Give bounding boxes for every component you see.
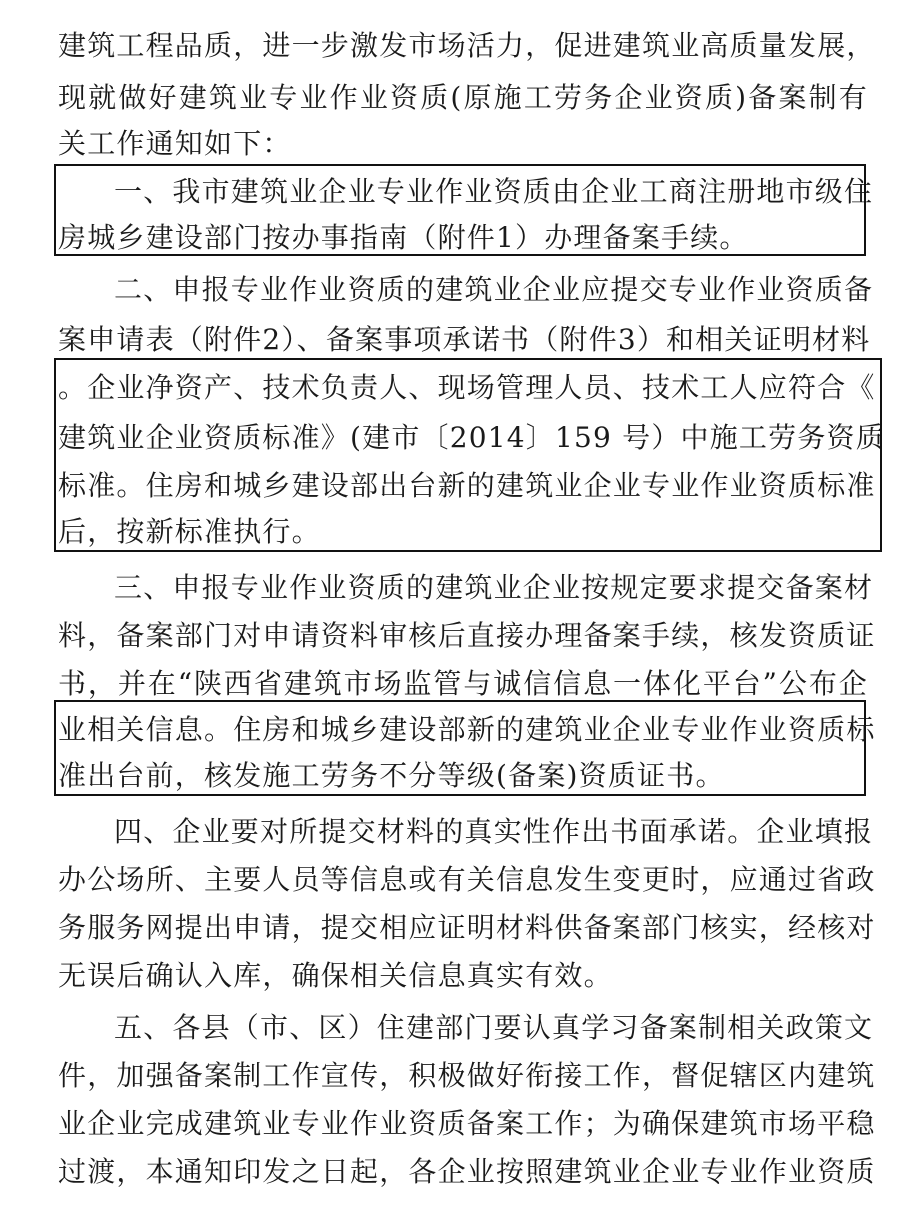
text-line-10: 标准。住房和城乡建设部出台新的建筑业企业专业作业资质标准: [58, 469, 876, 502]
text-line-9: 建筑业企业资质标准》(建市〔2014〕159 号）中施工劳务资质: [58, 421, 885, 454]
text-line-24: 过渡，本通知印发之日起，各企业按照建筑业企业专业作业资质: [58, 1155, 876, 1188]
text-line-15: 业相关信息。住房和城乡建设部新的建筑业企业专业作业资质标: [58, 713, 876, 746]
text-line-16: 准出台前，核发施工劳务不分等级(备案)资质证书。: [58, 759, 725, 792]
text-line-8: 。企业净资产、技术负责人、现场管理人员、技术工人应符合《: [58, 371, 876, 404]
text-line-13: 料，备案部门对申请资料审核后直接办理备案手续，核发资质证: [58, 619, 876, 652]
text-line-5: 房城乡建设部门按办事指南（附件1）办理备案手续。: [58, 221, 749, 254]
text-line-2: 现就做好建筑业专业作业资质(原施工劳务企业资质)备案制有: [58, 81, 868, 114]
text-line-12: 三、申报专业作业资质的建筑业企业按规定要求提交备案材: [114, 571, 874, 604]
text-line-22: 件，加强备案制工作宣传，积极做好衔接工作，督促辖区内建筑: [58, 1059, 876, 1092]
text-line-20: 无误后确认入库，确保相关信息真实有效。: [58, 959, 613, 992]
text-line-18: 办公场所、主要人员等信息或有关信息发生变更时，应通过省政: [58, 863, 876, 896]
text-line-19: 务服务网提出申请，提交相应证明材料供备案部门核实，经核对: [58, 911, 876, 944]
text-line-17: 四、企业要对所提交材料的真实性作出书面承诺。企业填报: [114, 815, 874, 848]
text-line-6: 二、申报专业作业资质的建筑业企业应提交专业作业资质备: [114, 273, 874, 306]
text-line-11: 后，按新标准执行。: [58, 515, 321, 548]
text-line-7: 案申请表（附件2）、备案事项承诺书（附件3）和相关证明材料: [58, 323, 871, 356]
text-line-4: 一、我市建筑业企业专业作业资质由企业工商注册地市级住: [114, 175, 874, 208]
text-line-14: 书，并在“陕西省建筑市场监管与诚信信息一体化平台”公布企: [58, 667, 868, 700]
text-line-1: 建筑工程品质，进一步激发市场活力，促进建筑业高质量发展，: [58, 29, 876, 62]
text-line-21: 五、各县（市、区）住建部门要认真学习备案制相关政策文: [114, 1011, 874, 1044]
text-line-3: 关工作通知如下：: [58, 127, 292, 160]
text-line-23: 业企业完成建筑业专业作业资质备案工作；为确保建筑市场平稳: [58, 1107, 876, 1140]
